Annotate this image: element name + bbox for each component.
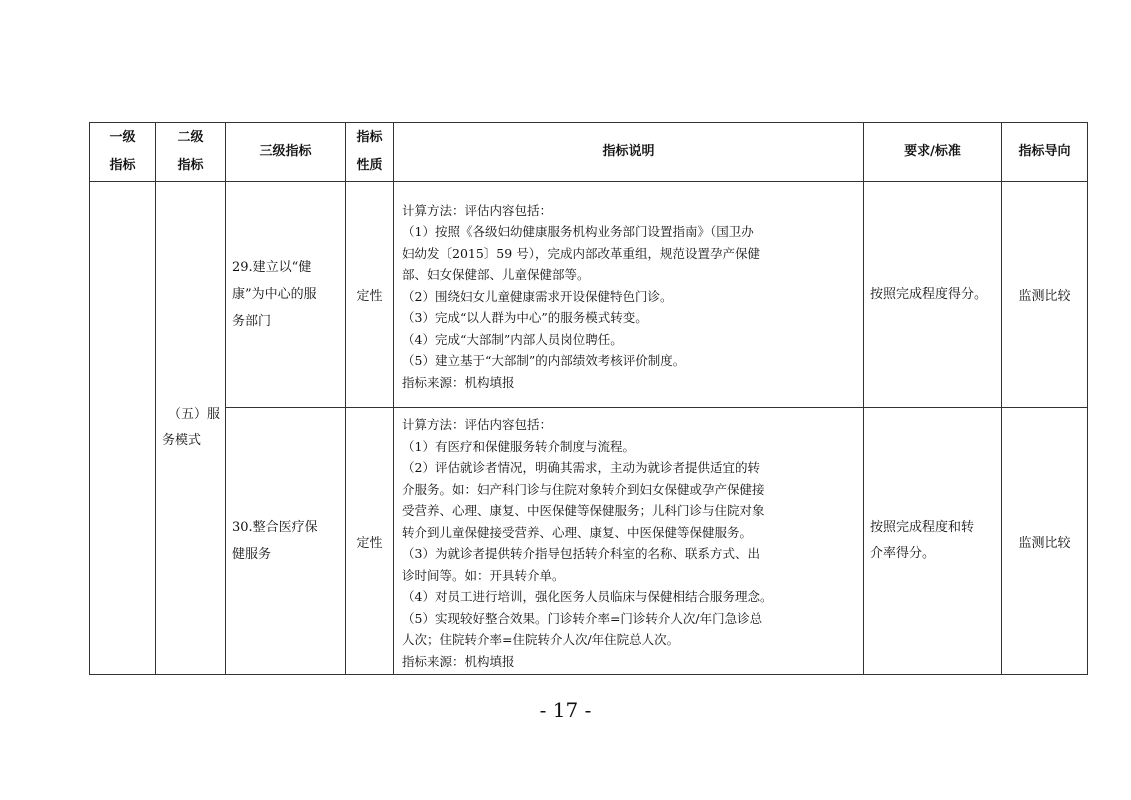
- requirement-cell: 按照完成程度和转 介率得分。: [864, 408, 1002, 675]
- table-row: [90, 408, 1088, 675]
- level3-cell: 30.整合医疗保 健服务: [226, 408, 346, 675]
- table-row: [90, 182, 1088, 408]
- description-cell: 计算方法：评估内容包括： （1）按照《各级妇幼健康服务机构业务部门设置指南》（国卫办 妇幼发〔2015〕59 号），完成内部改革重组，规范设置孕产保健 部、妇女保健部、儿童保健部等。 （2）围绕妇女儿童健康需求开设保健特色门诊。 （3）完成“以人群为中心”的服务模式转变。 （4）完成“大部制”内部人员岗位聘任。 （5）建立基于“大部制”的内部绩效考核评价制度。 指标来源：机构填报: [394, 182, 864, 408]
- header-description: 指标说明: [394, 123, 864, 182]
- header-row: [90, 123, 1088, 182]
- header-requirement: 要求/标准: [864, 123, 1002, 182]
- level1-cell: [90, 182, 156, 675]
- header-level2: 二级 指标: [156, 123, 226, 182]
- page-number: - 17 -: [539, 698, 592, 722]
- level2-cell: （五）服 务模式: [156, 182, 226, 675]
- header-nature: 指标 性质: [346, 123, 394, 182]
- nature-cell: 定性: [346, 182, 394, 408]
- level3-cell: 29.建立以“健 康”为中心的服 务部门: [226, 182, 346, 408]
- header-level3: 三级指标: [226, 123, 346, 182]
- orientation-cell: 监测比较: [1002, 182, 1088, 408]
- header-level1: 一级 指标: [90, 123, 156, 182]
- header-orientation: 指标导向: [1002, 123, 1088, 182]
- nature-cell: 定性: [346, 408, 394, 675]
- orientation-cell: 监测比较: [1002, 408, 1088, 675]
- indicator-table: [89, 122, 1088, 675]
- description-cell: 计算方法：评估内容包括： （1）有医疗和保健服务转介制度与流程。 （2）评估就诊者情况，明确其需求，主动为就诊者提供适宜的转 介服务。如：妇产科门诊与住院对象转介到妇女保健或孕产保健接 受营养、心理、康复、中医保健等保健服务；儿科门诊与住院对象 转介到儿童保健接受营养、心理、康复、中医保健等保健服务。 （3）为就诊者提供转介指导包括转介科室的名称、联系方式、出 诊时间等。如：开具转介单。 （4）对员工进行培训，强化医务人员临床与保健相结合服务理念。 （5）实现较好整合效果。门诊转介率=门诊转介人次/年门急诊总 人次；住院转介率=住院转介人次/年住院总人次。 指标来源：机构填报: [394, 408, 864, 675]
- requirement-cell: 按照完成程度得分。: [864, 182, 1002, 408]
